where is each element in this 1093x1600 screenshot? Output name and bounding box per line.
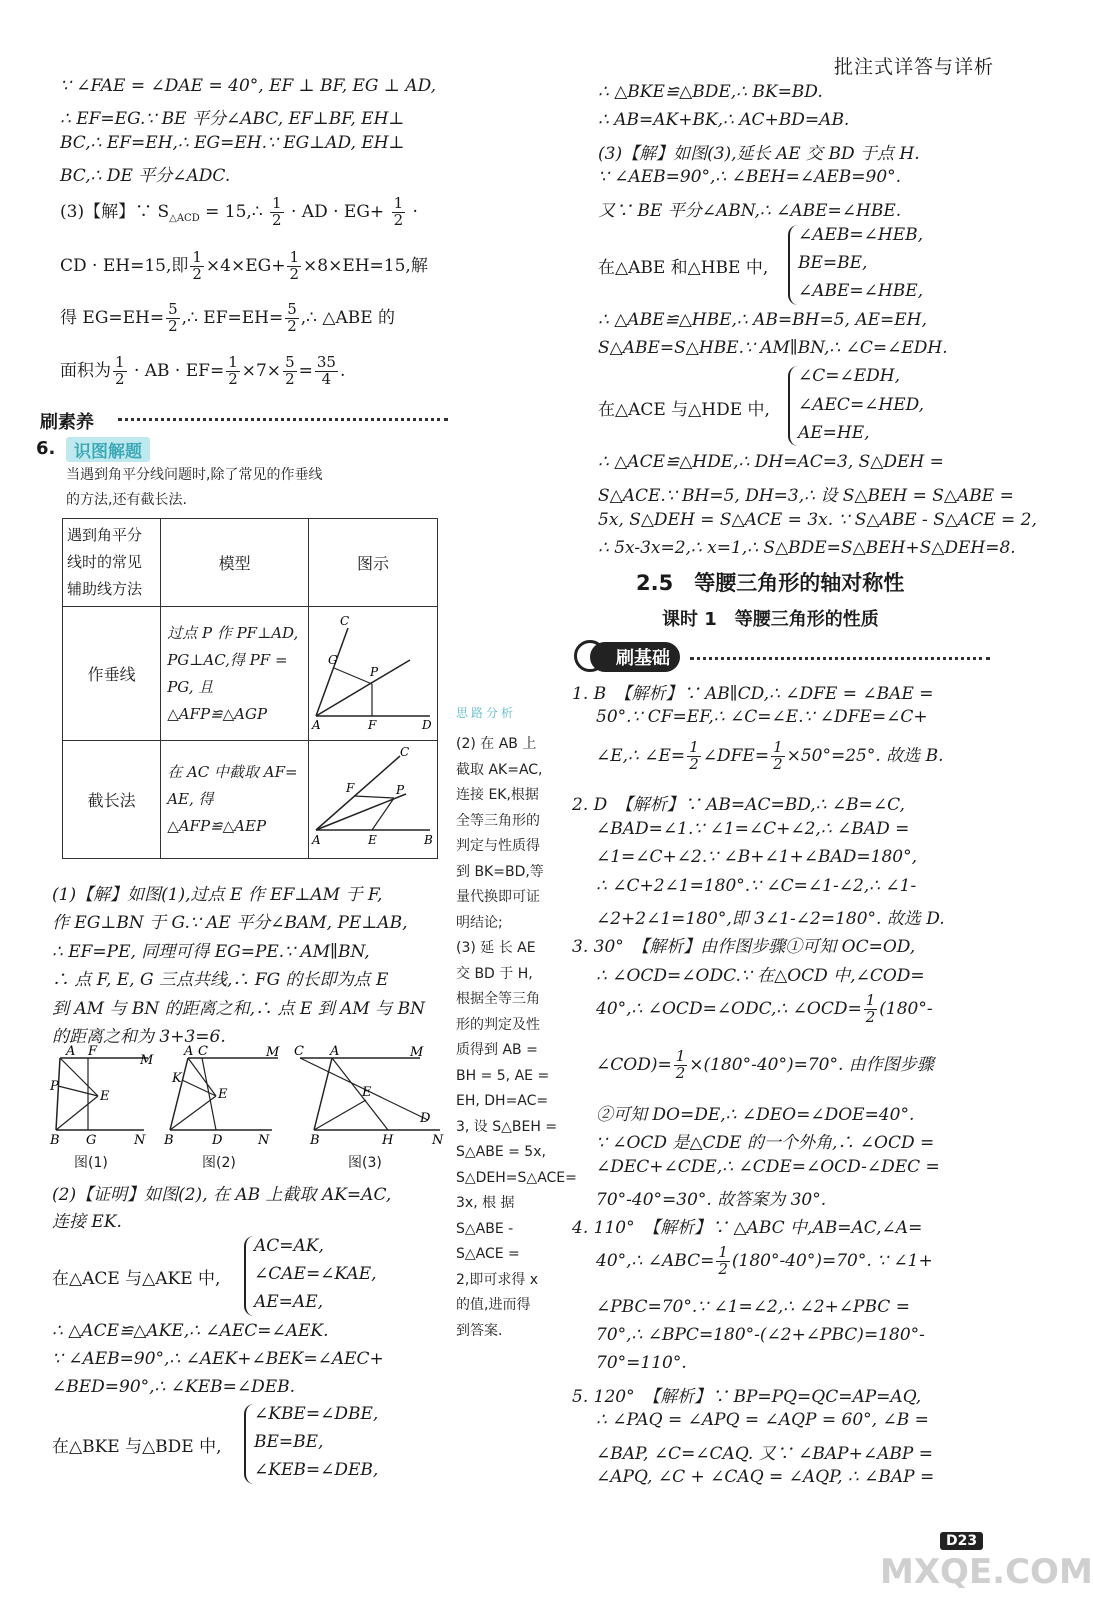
- section-label-shuasuyang: 刷素养: [40, 412, 94, 433]
- svg-text:E: E: [362, 1085, 372, 1100]
- sol1-line-6: 的距离之和为 3+3=6.: [52, 1027, 226, 1047]
- watermark: MXQE.COM: [880, 1552, 1093, 1592]
- tip-tag: 识图解题: [66, 437, 150, 462]
- left-line-1: ∵ ∠FAE = ∠DAE = 40°, EF ⊥ BF, EG ⊥ AD,: [60, 76, 437, 96]
- q3-line-7: ∠DEC+∠CDE,∴ ∠CDE=∠OCD-∠DEC =: [596, 1157, 940, 1177]
- svg-text:C: C: [340, 613, 350, 628]
- svg-text:N: N: [432, 1133, 444, 1148]
- system3-prefix: 在△ABE 和△HBE 中,: [598, 258, 769, 278]
- table-row2-model: 在 AC 中截取 AF= AE, 得 △AFP≌△AEP: [161, 741, 309, 859]
- dotted-divider: [118, 418, 448, 421]
- svg-text:G: G: [328, 652, 338, 667]
- figure-1: [49, 1044, 154, 1148]
- q2-line-5: ∠2+2∠1=180°,即 3∠1-∠2=180°. 故选 D.: [596, 909, 945, 929]
- part3-line-4: 面积为 $\frac{1}{2}$ · AB · EF= $\frac{1}{2}$ ×7× $\frac{5}{2}$ = $\frac{35}{4}$ .: [60, 353, 346, 388]
- q4-line-4: 70°,∴ ∠BPC=180°-(∠2+∠PBC)=180°-: [596, 1325, 925, 1345]
- right-line-1: ∴ △BKE≌△BDE,∴ BK=BD.: [598, 82, 823, 102]
- sol2b-line-1: ∴ △ACE≌△AKE,∴ ∠AEC=∠AEK.: [52, 1321, 329, 1341]
- sol1-line-2: 作 EG⊥BN 于 G.∵ AE 平分∠BAM, PE⊥AB,: [52, 913, 408, 933]
- q3-line-4: ∠COD)= $\frac{1}{2}$ ×(180°-40°)=70°. 由作图步骤: [596, 1047, 934, 1082]
- svg-text:N: N: [134, 1133, 146, 1148]
- svg-text:B: B: [164, 1133, 174, 1148]
- system1-eq-2: ∠CAE=∠KAE,: [254, 1264, 377, 1284]
- system4-brace: [788, 366, 798, 446]
- q3-line-1: 3. 30° 【解析】由作图步骤①可知 OC=OD,: [572, 937, 916, 957]
- q1-line-3: ∠E,∴ ∠E= $\frac{1}{2}$ ∠DFE= $\frac{1}{2}$ ×50°=25°. 故选 B.: [596, 738, 944, 773]
- svg-text:E: E: [100, 1089, 110, 1104]
- figure-3-caption: 图(3): [348, 1155, 382, 1171]
- figure-1-caption: 图(1): [74, 1155, 108, 1171]
- left-line-3: BC,∴ EF=EH,∴ EG=EH.∵ EG⊥AD, EH⊥: [60, 133, 405, 153]
- left-line-4: BC,∴ DE 平分∠ADC.: [60, 166, 231, 186]
- system1-eq-1: AC=AK,: [254, 1236, 324, 1256]
- q5-line-3: ∠BAP, ∠C=∠CAQ. 又∵ ∠BAP+∠ABP =: [596, 1444, 933, 1464]
- svg-text:D: D: [422, 717, 432, 732]
- pill-label: 刷基础: [590, 642, 680, 672]
- svg-text:E: E: [368, 832, 377, 847]
- q4-line-5: 70°=110°.: [596, 1353, 687, 1373]
- svg-text:B: B: [424, 832, 433, 847]
- right-bot-line-1: ∴ △ACE≌△HDE,∴ DH=AC=3, S△DEH =: [598, 452, 944, 472]
- system2-eq-2: BE=BE,: [254, 1432, 324, 1452]
- system1-prefix: 在△ACE 与△AKE 中,: [52, 1269, 221, 1289]
- q3-line-8: 70°-40°=30°. 故答案为 30°.: [596, 1190, 827, 1210]
- page-header: 批注式详答与详析: [833, 56, 994, 78]
- svg-text:D: D: [212, 1133, 223, 1148]
- svg-text:B: B: [310, 1133, 320, 1148]
- right-mid-line-2: S△ABE=S△HBE.∵ AM∥BN,∴ ∠C=∠EDH.: [598, 338, 948, 358]
- q5-line-1: 5. 120° 【解析】∵ BP=PQ=QC=AP=AQ,: [572, 1387, 922, 1407]
- sol2-line-1: (2)【证明】如图(2), 在 AB 上截取 AK=AC,: [52, 1185, 392, 1205]
- right-bot-line-3: 5x, S△DEH = S△ACE = 3x. ∵ S△ABE - S△ACE = 2,: [598, 510, 1037, 530]
- solution-figures: [48, 1046, 448, 1174]
- right-mid-line-1: ∴ △ABE≌△HBE,∴ AB=BH=5, AE=EH,: [598, 310, 927, 330]
- system4-prefix: 在△ACE 与△HDE 中,: [598, 400, 770, 420]
- system2-eq-3: ∠KEB=∠DEB,: [254, 1460, 379, 1480]
- q2-line-4: ∴ ∠C+2∠1=180°.∵ ∠C=∠1-∠2,∴ ∠1-: [596, 876, 917, 896]
- model-table: [62, 518, 438, 859]
- svg-text:F: F: [368, 717, 377, 732]
- q3-line-2: ∴ ∠OCD=∠ODC.∵ 在△OCD 中,∠COD=: [596, 966, 925, 986]
- right-line-3: (3)【解】如图(3),延长 AE 交 BD 于点 H.: [598, 144, 920, 164]
- svg-text:P: P: [370, 664, 379, 679]
- sol2-line-2: 连接 EK.: [52, 1212, 122, 1232]
- truncation-figure: [310, 744, 436, 852]
- table-header-figure: 图示: [309, 519, 438, 607]
- svg-text:M: M: [410, 1045, 424, 1060]
- system3-eq-2: BE=BE,: [798, 253, 868, 273]
- q3-line-5: ②可知 DO=DE,∴ ∠DEO=∠DOE=40°.: [596, 1105, 915, 1125]
- q4-line-2: 40°,∴ ∠ABC= $\frac{1}{2}$ (180°-40°)=70°. ∵ ∠1+: [596, 1243, 933, 1278]
- system3-brace: [788, 225, 798, 305]
- svg-text:A: A: [66, 1044, 76, 1059]
- svg-text:F: F: [346, 780, 355, 795]
- q1-line-2: 50°.∵ CF=EF,∴ ∠C=∠E.∵ ∠DFE=∠C+: [596, 707, 928, 727]
- page-number: D23: [940, 1532, 983, 1550]
- system1-eq-3: AE=AE,: [254, 1292, 324, 1312]
- figure-2: [163, 1044, 280, 1148]
- right-line-2: ∴ AB=AK+BK,∴ AC+BD=AB.: [598, 110, 850, 130]
- lesson-title: 课时 1 等腰三角形的性质: [662, 609, 879, 630]
- side-note: (2) 在 AB 上 截取 AK=AC, 连接 EK,根据 全等三角形的 判定与性质得 到 BK=BD,等 量代换即可证 明结论; (3) 延 长 AE 交 BD 于 H, 根据全等三角 形的判定及性 质得到 AB = BH = 5, AE = EH, DH=AC= 3, 设 S△BEH = S△ABE = 5x, S△DEH=S△ACE= 3x, 根 据 S△ABE - S△ACE = 2,即可求得 x 的值,进而得 到答案.: [456, 736, 577, 1339]
- svg-text:M: M: [140, 1053, 154, 1068]
- sol2b-line-2: ∵ ∠AEB=90°,∴ ∠AEK+∠BEK=∠AEC+: [52, 1349, 384, 1369]
- svg-text:P: P: [396, 782, 405, 797]
- table-header-method: 遇到角平分线时的常见辅助线方法: [63, 519, 161, 607]
- system2-eq-1: ∠KBE=∠DBE,: [254, 1404, 379, 1424]
- q4-line-1: 4. 110° 【解析】∵ △ABC 中,AB=AC,∠A=: [572, 1218, 923, 1238]
- tip-intro-2: 的方法,还有截长法.: [66, 492, 187, 508]
- system4-eq-2: ∠AEC=∠HED,: [798, 395, 925, 415]
- svg-text:M: M: [266, 1045, 280, 1060]
- part3-line-2: CD · EH=15,即 $\frac{1}{2}$ ×4×EG+ $\frac{1}{2}$ ×8×EH=15,解: [60, 248, 428, 283]
- figure-3: [294, 1044, 444, 1148]
- sol1-line-4: ∴ 点 F, E, G 三点共线,∴ FG 的长即为点 E: [52, 970, 389, 990]
- tip-intro-1: 当遇到角平分线问题时,除了常见的作垂线: [66, 467, 323, 483]
- part3-line-3: 得 EG=EH= $\frac{5}{2}$ ,∴ EF=EH= $\frac{5}{2}$ ,∴ △ABE 的: [60, 300, 396, 335]
- q3-line-6: ∵ ∠OCD 是△CDE 的一个外角,∴ ∠OCD =: [596, 1133, 935, 1153]
- table-row2-figure: [309, 741, 438, 859]
- q1-line-1: 1. B 【解析】∵ AB∥CD,∴ ∠DFE = ∠BAE =: [572, 684, 934, 704]
- right-bot-line-4: ∴ 5x-3x=2,∴ x=1,∴ S△BDE=S△BEH+S△DEH=8.: [598, 538, 1016, 558]
- part3-line-1: (3)【解】∵ $S_{\triangle ACD}$ = 15,∴ $\frac{1}{2}$ · AD · EG+ $\frac{1}{2}$ ·: [60, 194, 418, 229]
- sol1-line-5: 到 AM 与 BN 的距离之和,∴ 点 E 到 AM 与 BN: [52, 999, 425, 1019]
- q5-line-4: ∠APQ, ∠C + ∠CAQ = ∠AQP, ∴ ∠BAP =: [596, 1467, 935, 1487]
- perpendicular-figure: [310, 612, 436, 732]
- table-header-model: 模型: [161, 519, 309, 607]
- svg-text:C: C: [294, 1044, 304, 1059]
- system1-brace: [244, 1236, 254, 1316]
- q2-line-2: ∠BAD=∠1.∵ ∠1=∠C+∠2,∴ ∠BAD =: [596, 819, 910, 839]
- svg-text:C: C: [400, 744, 410, 759]
- question-6-number: 6.: [36, 438, 56, 459]
- system3-eq-3: ∠ABE=∠HBE,: [798, 281, 924, 301]
- q2-line-1: 2. D 【解析】∵ AB=AC=BD,∴ ∠B=∠C,: [572, 795, 905, 815]
- q2-line-3: ∠1=∠C+∠2.∵ ∠B+∠1+∠BAD=180°,: [596, 847, 918, 867]
- svg-text:N: N: [258, 1133, 270, 1148]
- left-line-2: ∴ EF=EG.∵ BE 平分∠ABC, EF⊥BF, EH⊥: [60, 109, 405, 129]
- svg-text:A: A: [312, 717, 321, 732]
- system2-brace: [244, 1404, 254, 1484]
- system2-prefix: 在△BKE 与△BDE 中,: [52, 1437, 222, 1457]
- sol1-line-3: ∴ EF=PE, 同理可得 EG=PE.∵ AM∥BN,: [52, 942, 370, 962]
- right-bot-line-2: S△ACE.∵ BH=5, DH=3,∴ 设 S△BEH = S△ABE =: [598, 486, 1014, 506]
- right-line-4: ∵ ∠AEB=90°,∴ ∠BEH=∠AEB=90°.: [598, 167, 902, 187]
- table-row2-method: 截长法: [63, 741, 161, 859]
- dotted-divider-right: [690, 657, 990, 660]
- system3-eq-1: ∠AEB=∠HEB,: [798, 225, 924, 245]
- side-note-title: 思路分析: [456, 706, 517, 720]
- q5-line-2: ∴ ∠PAQ = ∠APQ = ∠AQP = 60°, ∠B =: [596, 1410, 929, 1430]
- svg-text:A: A: [184, 1044, 194, 1059]
- svg-text:C: C: [198, 1044, 208, 1059]
- table-row1-model: 过点 P 作 PF⊥AD, PG⊥AC,得 PF = PG, 且 △AFP≌△AGP: [161, 607, 309, 741]
- svg-text:A: A: [312, 832, 321, 847]
- sol2b-line-3: ∠BED=90°,∴ ∠KEB=∠DEB.: [52, 1377, 296, 1397]
- q3-line-3: 40°,∴ ∠OCD=∠ODC,∴ ∠OCD= $\frac{1}{2}$ (180°-: [596, 991, 933, 1026]
- table-row1-figure: [309, 607, 438, 741]
- svg-text:G: G: [86, 1133, 97, 1148]
- system4-eq-1: ∠C=∠EDH,: [798, 366, 901, 386]
- figure-2-caption: 图(2): [202, 1155, 236, 1171]
- svg-text:E: E: [218, 1087, 228, 1102]
- svg-text:F: F: [88, 1044, 98, 1059]
- svg-text:A: A: [330, 1044, 340, 1059]
- svg-text:K: K: [172, 1071, 182, 1086]
- q4-line-3: ∠PBC=70°.∵ ∠1=∠2,∴ ∠2+∠PBC =: [596, 1297, 910, 1317]
- section-title: 2.5 等腰三角形的轴对称性: [636, 571, 905, 595]
- right-line-5: 又∵ BE 平分∠ABN,∴ ∠ABE=∠HBE.: [598, 201, 902, 221]
- table-row1-method: 作垂线: [63, 607, 161, 741]
- svg-text:P: P: [50, 1079, 59, 1094]
- svg-text:H: H: [382, 1133, 394, 1148]
- sol1-line-1: (1)【解】如图(1),过点 E 作 EF⊥AM 于 F,: [52, 885, 383, 905]
- svg-text:B: B: [50, 1133, 60, 1148]
- svg-text:D: D: [420, 1111, 431, 1126]
- system4-eq-3: AE=HE,: [798, 423, 870, 443]
